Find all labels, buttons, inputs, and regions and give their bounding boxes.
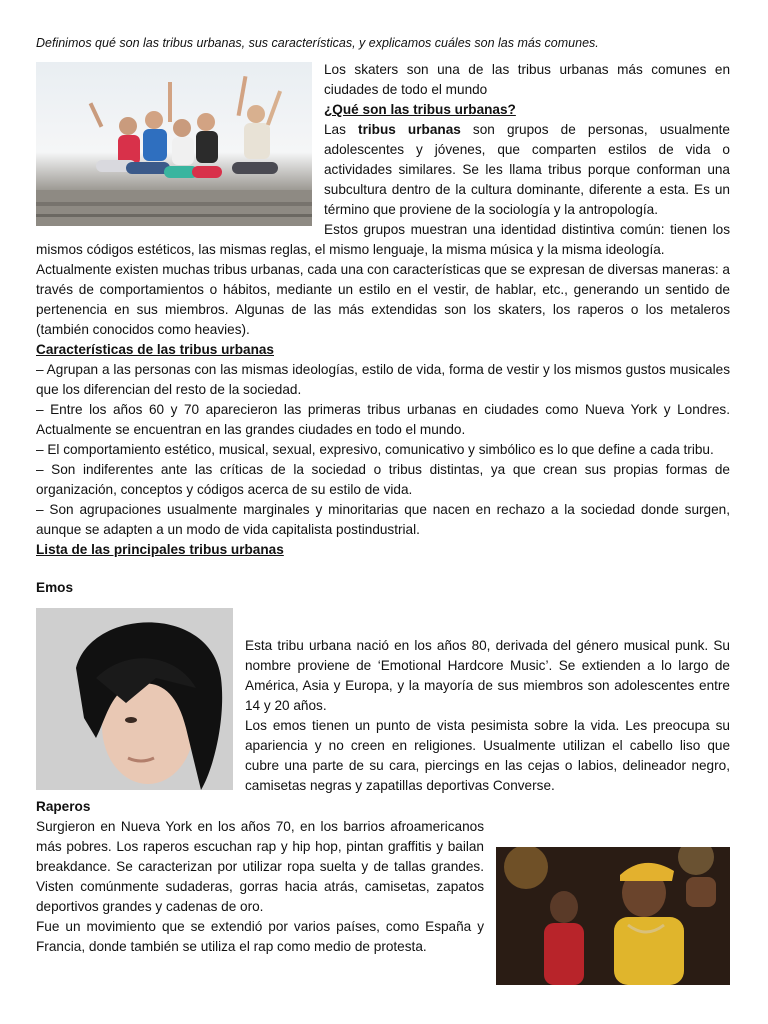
document-subtitle: Definimos qué son las tribus urbanas, sus características, y explicamos cuáles son las más comunes. (36, 36, 599, 50)
skaters-photo (36, 62, 312, 226)
section-heading-caracteristicas: Características de las tribus urbanas (36, 342, 274, 357)
raperos-text (36, 817, 484, 957)
intro-paragraph-2 (36, 220, 730, 260)
raperos-title: Raperos (36, 799, 91, 814)
raperos-paragraph-2: Fue un movimiento que se extendió por varios países, como España y Francia, donde también se utiliza el rap como medio de protesta. (36, 919, 484, 954)
skaters-illustration (36, 62, 312, 226)
intro-paragraph-3: Actualmente existen muchas tribus urbanas, cada una con características que se expresan de diversas maneras: a través de comportamientos o hábitos, mediante un estilo en el vestir, de hablar, etc., generando un sentido de pertenencia en sus miembros. Algunas de las más extendidas son los skaters, los raperos o los metaleros (también conocidos como heavies). (36, 262, 730, 337)
characteristic-item: – Son indiferentes ante las críticas de la sociedad o tribus distintas, ya que crean sus propias formas de organización, conceptos y códigos acerca de su estilo de vida. (36, 462, 730, 497)
emos-paragraph-2: Los emos tienen un punto de vista pesimista sobre la vida. Les preocupa su apariencia y no creen en religiones. Usualmente utilizan el cabello liso que cubre una parte de su cara, piercings en las cejas o labios, delineador negro, camisetas negras y zapatillas deportivas Converse. (245, 718, 730, 793)
emos-section (36, 578, 730, 796)
intro-p2-text: Estos grupos muestran una identidad distintiva común: tienen los mismos códigos estéticos, las mismas reglas, el mismo lenguaje, la misma música y la misma ideología. (36, 222, 730, 257)
section-heading-que-son: ¿Qué son las tribus urbanas? (324, 102, 516, 117)
emo-portrait-photo (36, 608, 233, 790)
skaters-caption: Los skaters son una de las tribus urbanas más comunes en ciudades de todo el mundo (324, 62, 730, 97)
intro-p1-rest: son grupos de personas, usualmente adolescentes y jóvenes, que comparten estilos de vida o actividades similares. Se les llama tribus porque conforman una subcultura dentro de la cultura dominante, diferente a esta. Es un término que proviene de la sociología y la antropología. (324, 122, 730, 217)
intro-p1-start: Las (324, 122, 359, 137)
emo-portrait-illustration (36, 608, 233, 790)
emos-title: Emos (36, 580, 74, 595)
raperos-photo (496, 847, 730, 985)
raperos-illustration (496, 847, 730, 985)
characteristic-item: – Agrupan a las personas con las mismas ideologías, estilo de vida, forma de vestir y los mismos gustos musicales que los diferencian del resto de la sociedad. (36, 362, 730, 397)
raperos-section (36, 797, 730, 985)
raperos-paragraph-1: Surgieron en Nueva York en los años 70, en los barrios afroamericanos más pobres. Los raperos escuchan rap y hip hop, pintan graffitis y bailan breakdance. Se caracterizan por utilizar ropa suelta y de tallas grandes. Visten comúnmente sudaderas, gorras hacia atrás, camisetas, zapatos deportivos grandes y cadenas de oro. (36, 819, 484, 914)
section-heading-lista: Lista de las principales tribus urbanas (36, 542, 284, 557)
characteristic-item: – Entre los años 60 y 70 aparecieron las primeras tribus urbanas en ciudades como Nueva York y Londres. Actualmente se encuentran en las grandes ciudades en todo el mundo. (36, 402, 730, 437)
characteristic-item: – El comportamiento estético, musical, sexual, expresivo, comunicativo y simbólico es lo que define a cada tribu. (36, 442, 714, 457)
intro-section (36, 60, 730, 560)
intro-p1-bold-term: tribus urbanas (358, 122, 461, 137)
characteristic-item: – Son agrupaciones usualmente marginales y minoritarias que nacen en rechazo a la sociedad donde surgen, aunque se adapten a un modo de vida capitalista postindustrial. (36, 502, 730, 537)
emos-paragraph-1: Esta tribu urbana nació en los años 80, derivada del género musical punk. Su nombre proviene de ‘Emotional Hardcore Music’. Se extienden a lo largo de América, Asia y Europa, y la mayoría de sus miembros son adolescentes entre 14 y 20 años. (245, 638, 730, 713)
